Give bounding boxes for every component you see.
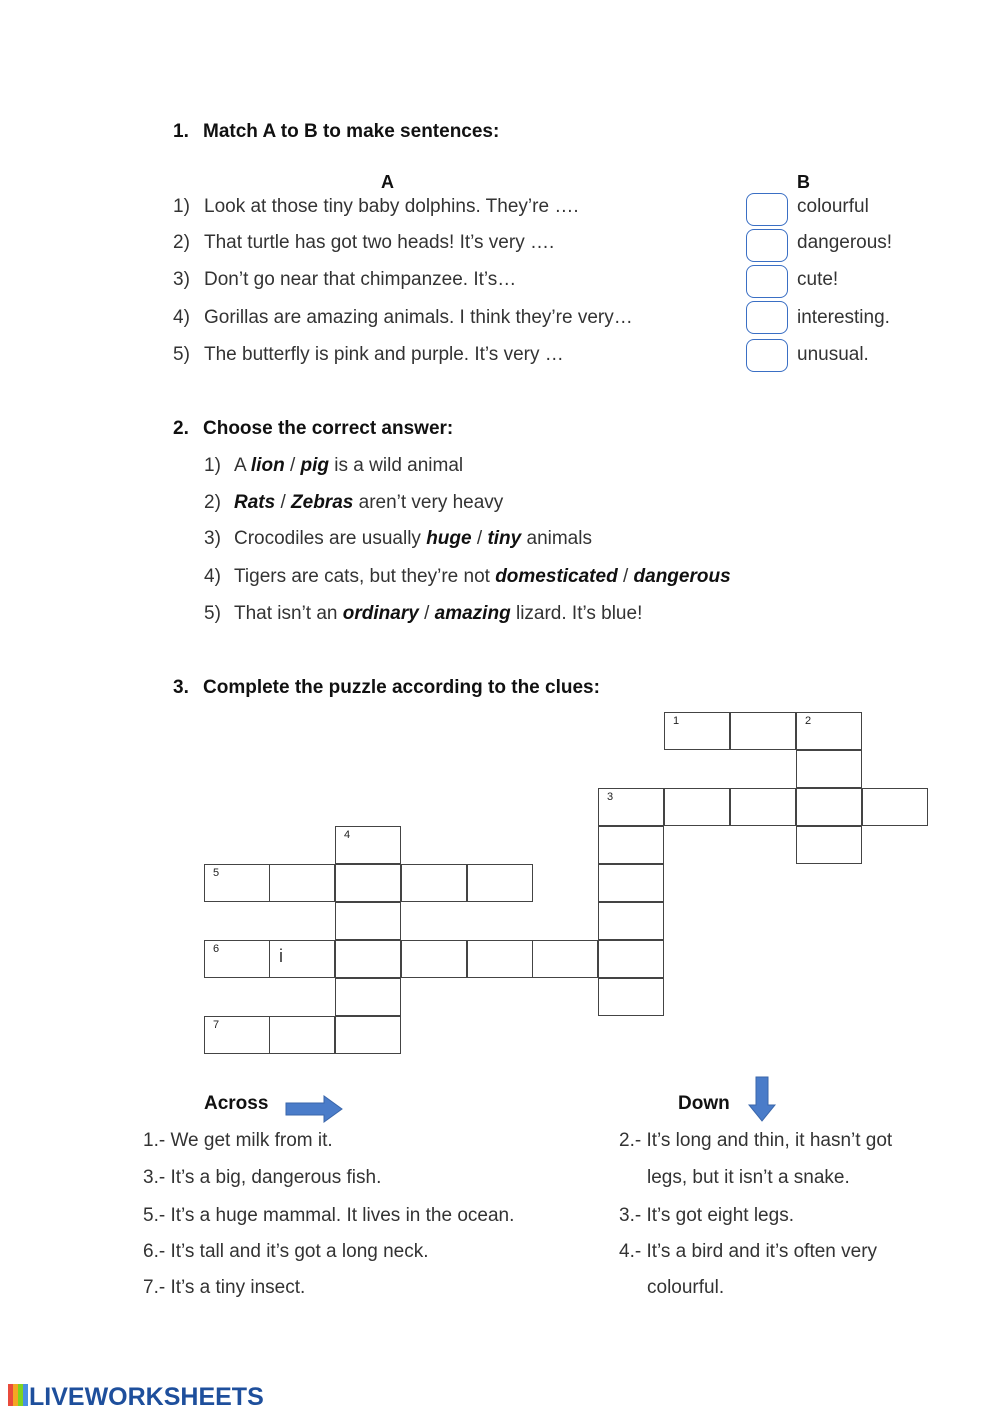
crossword-cell[interactable] [532, 940, 598, 978]
section-1-number: 1. [173, 121, 189, 142]
across-clue: 3.- It’s a big, dangerous fish. [143, 1167, 382, 1188]
choice-post: is a wild animal [329, 455, 464, 476]
crossword-cell[interactable] [796, 826, 862, 864]
crossword-cell[interactable] [269, 1016, 335, 1054]
choice-post: lizard. It’s blue! [510, 603, 643, 624]
match-option-b: colourful [797, 196, 869, 217]
crossword-cell[interactable] [664, 788, 730, 826]
crossword-cell[interactable] [598, 788, 664, 826]
across-clue: 7.- It’s a tiny insect. [143, 1277, 306, 1298]
match-row-a [173, 307, 633, 329]
crossword-cell[interactable] [335, 902, 401, 940]
match-row-number: 5) [173, 344, 190, 365]
across-clue: 6.- It’s tall and it’s got a long neck. [143, 1241, 429, 1262]
match-option-b: interesting. [797, 307, 890, 328]
choice-option-1[interactable]: domesticated [495, 566, 618, 587]
match-row-number: 3) [173, 269, 190, 290]
match-row-text: The butterfly is pink and purple. It’s very … [204, 344, 564, 365]
choice-item [204, 566, 731, 588]
crossword-cell[interactable] [269, 940, 335, 978]
choice-option-1[interactable]: Rats [234, 492, 276, 513]
choice-item [204, 492, 503, 514]
crossword-cell[interactable] [467, 940, 533, 978]
section-2-title [173, 418, 453, 440]
match-row-number: 1) [173, 196, 190, 217]
match-row-a [173, 269, 516, 291]
choice-option-1[interactable]: ordinary [342, 603, 419, 624]
match-row-text: Don’t go near that chimpanzee. It’s… [204, 269, 517, 290]
choice-item [204, 455, 463, 477]
choice-number: 2) [204, 492, 221, 513]
section-1-title-text: Match A to B to make sentences: [203, 121, 500, 142]
match-answer-box-4[interactable] [746, 301, 788, 334]
right-arrow-icon [284, 1094, 344, 1124]
choice-separator: / [284, 455, 301, 476]
crossword-cell[interactable] [664, 712, 730, 750]
section-1-title [173, 121, 499, 143]
down-clue: 4.- It’s a bird and it’s often very [619, 1241, 878, 1262]
logo-mark [8, 1382, 298, 1408]
choice-option-2[interactable]: tiny [487, 528, 522, 549]
crossword-cell[interactable] [467, 864, 533, 902]
down-clue: legs, but it isn’t a snake. [647, 1167, 850, 1188]
logo-text: LIVEWORKSHEETS [29, 1383, 264, 1408]
across-clue: 1.- We get milk from it. [143, 1130, 333, 1151]
choice-pre: A [234, 455, 251, 476]
clue-number: 6 [213, 943, 220, 955]
section-3-title [173, 677, 600, 699]
choice-option-1[interactable]: huge [426, 528, 472, 549]
match-row-a [173, 232, 554, 254]
column-a-header: A [381, 172, 394, 192]
choice-option-2[interactable]: Zebras [291, 492, 354, 513]
crossword-cell[interactable] [335, 1016, 401, 1054]
clue-number: 5 [213, 867, 220, 879]
crossword-cell[interactable] [335, 978, 401, 1016]
match-answer-box-1[interactable] [746, 193, 788, 226]
choice-separator: / [471, 528, 488, 549]
choice-item [204, 528, 592, 550]
match-answer-box-5[interactable] [746, 339, 788, 372]
section-2-title-text: Choose the correct answer: [203, 418, 454, 439]
down-clue: 2.- It’s long and thin, it hasn’t got [619, 1130, 893, 1151]
choice-option-2[interactable]: pig [300, 455, 330, 476]
section-3-title-text: Complete the puzzle according to the clues: [203, 677, 600, 698]
choice-number: 5) [204, 603, 221, 624]
column-b-header: B [797, 172, 810, 192]
match-row-text: Look at those tiny baby dolphins. They’re …. [204, 196, 579, 217]
match-row-a [173, 344, 564, 366]
section-3-number: 3. [173, 677, 189, 698]
choice-option-2[interactable]: amazing [434, 603, 511, 624]
choice-number: 1) [204, 455, 221, 476]
across-label: Across [204, 1093, 269, 1114]
clue-number: 4 [344, 829, 351, 841]
match-row-number: 2) [173, 232, 190, 253]
choice-post: animals [521, 528, 592, 549]
crossword-cell[interactable] [796, 788, 862, 826]
choice-separator: / [275, 492, 292, 513]
crossword-cell[interactable] [401, 864, 467, 902]
match-answer-box-3[interactable] [746, 265, 788, 298]
crossword-cell[interactable] [796, 750, 862, 788]
down-clue: 3.- It’s got eight legs. [619, 1205, 794, 1226]
choice-pre: That isn’t an [234, 603, 343, 624]
crossword-cell[interactable] [730, 712, 796, 750]
choice-item [204, 603, 642, 625]
match-option-b: unusual. [797, 344, 869, 365]
crossword-cell[interactable] [335, 864, 401, 902]
match-row-number: 4) [173, 307, 190, 328]
clue-number: 1 [673, 715, 680, 727]
choice-pre: Tigers are cats, but they’re not [234, 566, 496, 587]
match-row-a [173, 196, 579, 218]
match-row-text: That turtle has got two heads! It’s very …. [204, 232, 555, 253]
match-option-b: dangerous! [797, 232, 893, 253]
prefilled-letter: i [279, 946, 283, 966]
crossword-cell[interactable] [598, 978, 664, 1016]
match-option-b: cute! [797, 269, 839, 290]
choice-option-1[interactable]: lion [250, 455, 285, 476]
crossword-cell[interactable] [730, 788, 796, 826]
liveworksheets-logo [8, 1382, 298, 1413]
choice-option-2[interactable]: dangerous [633, 566, 731, 587]
match-answer-box-2[interactable] [746, 229, 788, 262]
crossword-cell[interactable] [796, 712, 862, 750]
crossword-cell[interactable] [204, 940, 270, 978]
down-clue: colourful. [647, 1277, 725, 1298]
clue-number: 3 [607, 791, 614, 803]
choice-number: 3) [204, 528, 221, 549]
down-arrow-icon [748, 1075, 776, 1123]
crossword-cell[interactable] [335, 826, 401, 864]
crossword-cell[interactable] [862, 788, 928, 826]
down-label: Down [678, 1093, 730, 1114]
across-clue: 5.- It’s a huge mammal. It lives in the ocean. [143, 1205, 515, 1226]
crossword-cell[interactable] [598, 902, 664, 940]
crossword-cell[interactable] [598, 826, 664, 864]
choice-separator: / [418, 603, 435, 624]
crossword-cell[interactable] [204, 864, 270, 902]
choice-number: 4) [204, 566, 221, 587]
clue-number: 2 [805, 715, 812, 727]
crossword-cell[interactable] [401, 940, 467, 978]
choice-pre: Crocodiles are usually [234, 528, 427, 549]
crossword-cell[interactable] [335, 940, 401, 978]
crossword-cell[interactable] [204, 1016, 270, 1054]
crossword-cell[interactable] [269, 864, 335, 902]
crossword-cell[interactable] [598, 940, 664, 978]
section-2-number: 2. [173, 418, 189, 439]
crossword-cell[interactable] [598, 864, 664, 902]
match-row-text: Gorillas are amazing animals. I think they’re very… [204, 307, 633, 328]
choice-post: aren’t very heavy [353, 492, 504, 513]
choice-separator: / [617, 566, 634, 587]
clue-number: 7 [213, 1019, 220, 1031]
